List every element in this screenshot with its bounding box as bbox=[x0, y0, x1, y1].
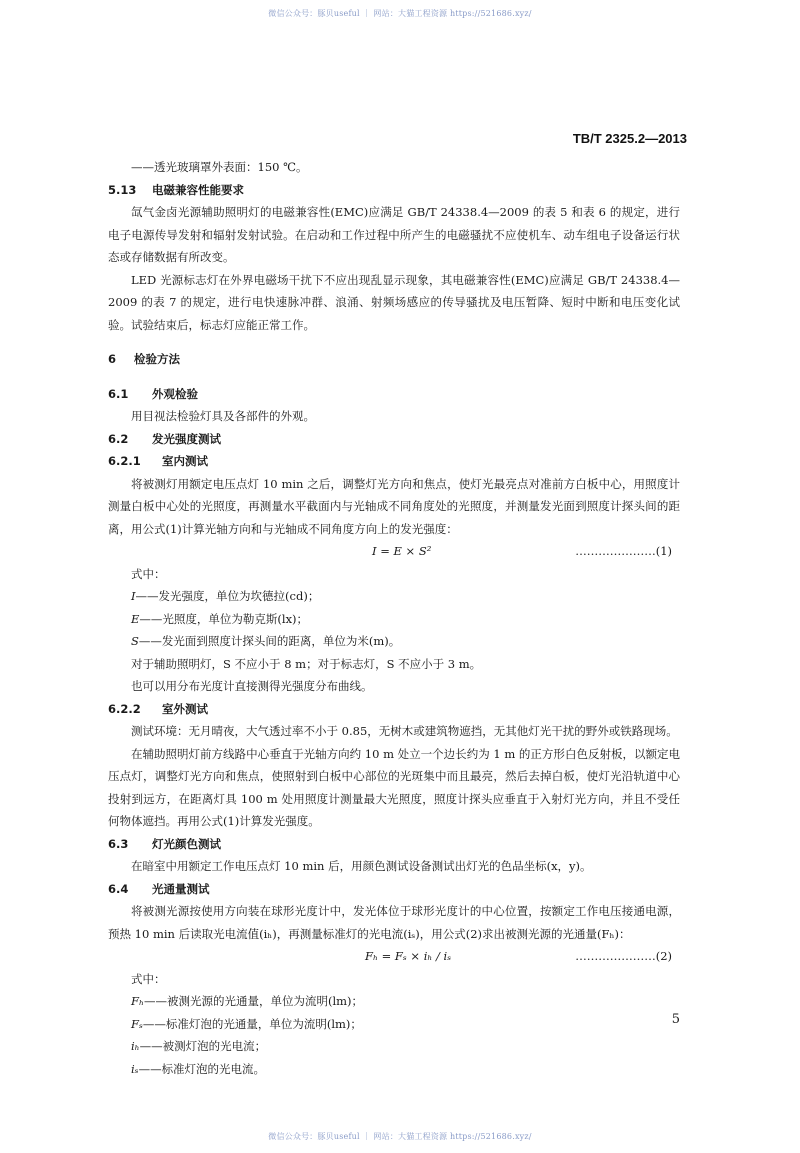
section-number: 6 bbox=[108, 352, 117, 366]
section-number: 6.4 bbox=[108, 881, 129, 896]
where-label: 式中： bbox=[131, 566, 166, 581]
section-title: 灯光颜色测试 bbox=[152, 836, 222, 851]
section-title: 室内测试 bbox=[162, 454, 209, 468]
section-number: 6.2 bbox=[108, 431, 129, 446]
section-6-2-2-heading bbox=[108, 698, 680, 721]
section-number: 6.1 bbox=[108, 386, 129, 401]
paragraph: 用目视法检验灯具及各部件的外观。 bbox=[131, 409, 315, 423]
section-5-13-heading bbox=[108, 179, 680, 202]
formula-1 bbox=[108, 540, 680, 563]
paragraph: LED 光源标志灯在外界电磁场干扰下不应出现乱显示现象，其电磁兼容性(EMC)应满足 GB/T 24338.4—2009 的表 7 的规定，进行电快速脉冲群、浪涌、射频场感应的传导骚扰及电压暂降、短时中断和电压变化试验。试验结束后，标志灯应能正常工作。 bbox=[108, 272, 680, 332]
paragraph: 氙气金卤光源辅助照明灯的电磁兼容性(EMC)应满足 GB/T 24338.4—2009 的表 5 和表 6 的规定，进行电子电源传导发射和辐射发射试验。在启动和工作过程中所产生的电磁骚扰不应使机车、动车组电子设备运行状态或存储数据有所改变。 bbox=[108, 205, 680, 264]
section-6-4-heading bbox=[108, 878, 680, 901]
section-number: 6.2.1 bbox=[108, 454, 141, 468]
section-6-3-heading bbox=[108, 833, 680, 856]
carry-over-line: ——透光玻璃罩外表面：150 ℃。 bbox=[131, 160, 308, 174]
definition-item: I——发光强度，单位为坎德拉(cd)； bbox=[131, 589, 320, 603]
section-number: 6.2.2 bbox=[108, 701, 141, 716]
paragraph: 在暗室中用额定工作电压点灯 10 min 后，用颜色测试设备测试出灯光的色品坐标(x，y)。 bbox=[131, 859, 592, 873]
formula-number: …………………(2) bbox=[575, 949, 672, 963]
section-6-heading bbox=[108, 348, 680, 371]
paragraph: 在辅助照明灯前方线路中心垂直于光轴方向约 10 m 处立一个边长约为 1 m 的正方形白色反射板，以额定电压点灯，调整灯光方向和焦点，使照射到白板中心部位的光斑集中而且最亮，然后去掉白板，使灯光沿轨道中心投射到远方，在距离灯具 100 m 处用照度计测量最大光照度，照度计探头应垂直于入射灯光方向，并且不受任何物体遮挡。再用公式(1)计算发光强度。 bbox=[108, 746, 680, 828]
note-line: 对于辅助照明灯，S 不应小于 8 m；对于标志灯，S 不应小于 3 m。 bbox=[131, 656, 482, 671]
section-title: 发光强度测试 bbox=[152, 431, 222, 446]
watermark-top: 微信公众号：豚贝useful ｜ 网站：大猫工程资源 https://521686.xyz/ bbox=[268, 9, 532, 18]
definition-item: Fₕ——被测光源的光通量，单位为流明(lm)； bbox=[131, 994, 364, 1008]
formula-number: …………………(1) bbox=[575, 544, 672, 558]
section-title: 电磁兼容性能要求 bbox=[152, 182, 245, 197]
standard-code: TB/T 2325.2—2013 bbox=[572, 131, 687, 146]
section-6-2-1-heading bbox=[108, 450, 680, 473]
definition-item: E——光照度，单位为勒克斯(lx)； bbox=[131, 611, 309, 626]
paragraph: 将被测光源按使用方向装在球形光度计中，发光体位于球形光度计的中心位置，按额定工作电压接通电源，预热 10 min 后读取光电流值(iₕ)，再测量标准灯的光电流(iₛ)，用公式(2)求出被测光源的光通量(Fₕ)： bbox=[108, 904, 680, 941]
section-title: 室外测试 bbox=[162, 701, 209, 716]
section-title: 外观检验 bbox=[152, 386, 199, 401]
section-number: 6.3 bbox=[108, 836, 129, 851]
page-content bbox=[108, 156, 680, 1080]
formula-2 bbox=[108, 945, 680, 968]
paragraph: 测试环境：无月晴夜，大气透过率不小于 0.85，无树木或建筑物遮挡，无其他灯光干扰的野外或铁路现场。 bbox=[131, 724, 678, 738]
section-title: 光通量测试 bbox=[152, 881, 210, 896]
formula-expression: I = E × S² bbox=[372, 544, 432, 558]
note-line: 也可以用分布光度计直接测得光强度分布曲线。 bbox=[131, 679, 373, 693]
watermark-bottom: 微信公众号：豚贝useful ｜ 网站：大猫工程资源 https://521686.xyz/ bbox=[268, 1132, 532, 1141]
definition-item: iₕ——被测灯泡的光电流； bbox=[131, 1039, 267, 1053]
section-6-2-heading bbox=[108, 428, 680, 451]
section-6-1-heading bbox=[108, 383, 680, 406]
definition-item: Fₛ——标准灯泡的光通量，单位为流明(lm)； bbox=[131, 1016, 362, 1031]
definition-item: S——发光面到照度计探头间的距离，单位为米(m)。 bbox=[131, 634, 401, 648]
formula-expression: Fₕ = Fₛ × iₕ / iₛ bbox=[365, 949, 452, 963]
page-number: 5 bbox=[671, 1012, 680, 1027]
definition-item: iₛ——标准灯泡的光电流。 bbox=[131, 1061, 266, 1076]
section-number: 5.13 bbox=[108, 182, 137, 197]
where-label: 式中： bbox=[131, 971, 166, 986]
paragraph: 将被测灯用额定电压点灯 10 min 之后，调整灯光方向和焦点，使灯光最亮点对准前方白板中心，用照度计测量白板中心处的光照度，再测量水平截面内与光轴成不同角度处的光照度，并测量发光面到照度计探头间的距离，用公式(1)计算光轴方向和与光轴成不同角度方向上的发光强度： bbox=[108, 476, 680, 536]
section-title: 检验方法 bbox=[134, 352, 181, 366]
